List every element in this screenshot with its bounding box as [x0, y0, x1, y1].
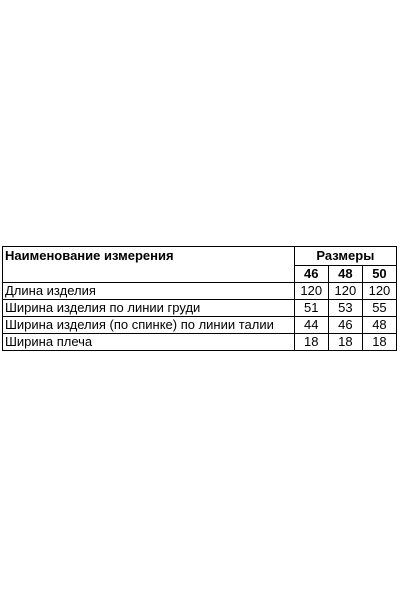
measurement-value: 51 [294, 300, 328, 317]
measurement-name: Ширина плеча [3, 334, 295, 351]
measurement-value: 18 [294, 334, 328, 351]
size-chart-table [2, 246, 397, 351]
measurement-name: Ширина изделия (по спинке) по линии талии [3, 317, 295, 334]
measurement-value: 53 [328, 300, 362, 317]
table-row [3, 300, 397, 317]
table-row [3, 317, 397, 334]
measurement-value: 48 [362, 317, 396, 334]
measurement-value: 55 [362, 300, 396, 317]
size-header-cell: 50 [362, 266, 396, 283]
measurement-value: 44 [294, 317, 328, 334]
measurement-name: Длина изделия [3, 283, 295, 300]
sizes-header: Размеры [294, 247, 396, 266]
size-header-cell: 48 [328, 266, 362, 283]
measurement-value: 18 [328, 334, 362, 351]
table-row [3, 334, 397, 351]
size-header-cell: 46 [294, 266, 328, 283]
table-row [3, 283, 397, 300]
measurement-name-header: Наименование измерения [3, 247, 295, 283]
measurement-value: 46 [328, 317, 362, 334]
measurement-value: 18 [362, 334, 396, 351]
header-row [3, 247, 397, 266]
measurement-value: 120 [294, 283, 328, 300]
measurement-value: 120 [362, 283, 396, 300]
measurement-name: Ширина изделия по линии груди [3, 300, 295, 317]
measurement-value: 120 [328, 283, 362, 300]
